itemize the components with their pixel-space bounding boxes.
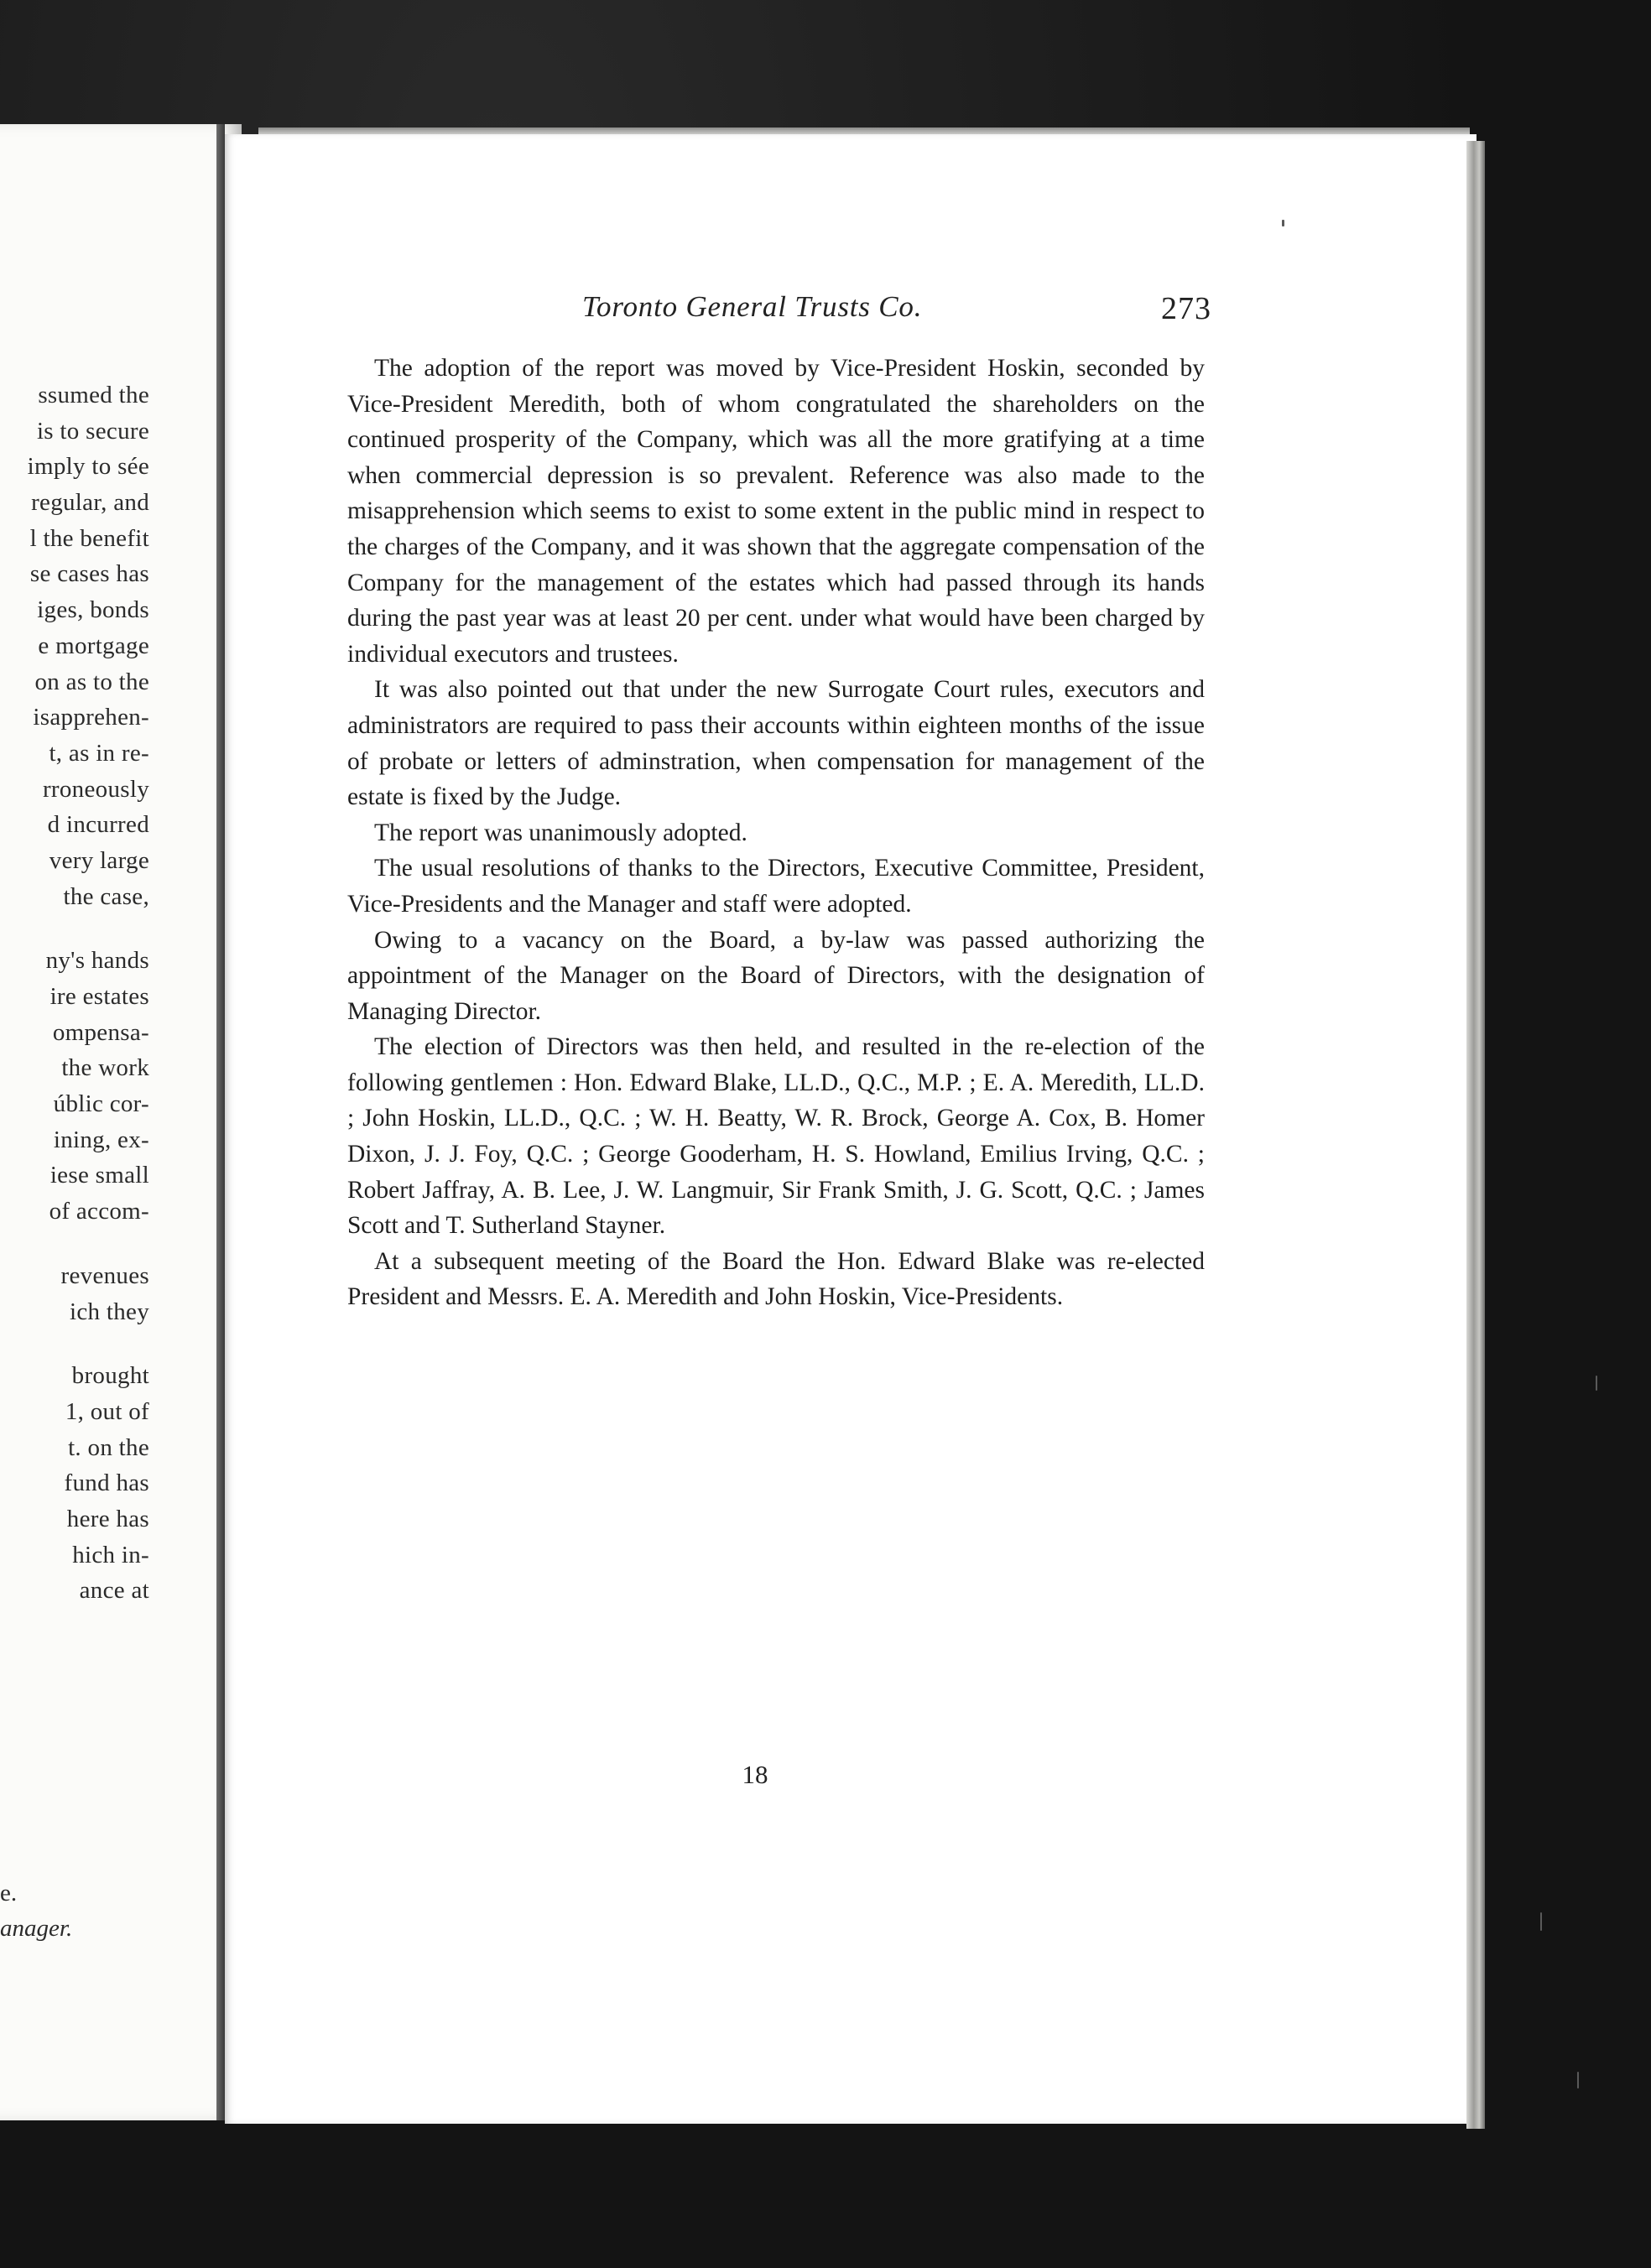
signature-mark: 18 — [742, 1760, 768, 1789]
left-page-line: úblic cor- — [53, 1090, 149, 1118]
scan-speck — [1596, 1376, 1597, 1391]
paragraph: At a subsequent meeting of the Board the Hon. Edward Blake was re-elected President and Messrs. E. A. Meredith and John Hoskin, Vice-Presidents. — [347, 1247, 1205, 1311]
paragraph: Owing to a vacancy on the Board, a by-law was passed authorizing the appointment of the Manager on the Board of Directors, with the designation of Managing Director. — [347, 926, 1205, 1025]
left-page-line: t, as in re- — [49, 739, 149, 767]
paragraph: The adoption of the report was moved by Vice-President Hoskin, seconded by Vice-President Meredith, both of whom congratulated the shareholders on the continued prosperity of the Company, which was all the more gratifying at a time when commercial depression is so prevalent. Reference was also made to the misapprehension which seems to exist to some extent in the public mind in respect to the charges of the Company, and it was shown that the aggregate compensation of the Company for the management of the estates which had passed through its hands during the past year was at least 20 per cent. under what would have been charged by individual executors and trustees. — [347, 355, 1205, 668]
left-page-text — [0, 377, 149, 1609]
left-page-line: l the benefit — [29, 524, 149, 552]
body-text — [347, 351, 1205, 1315]
paragraph: The report was unanimously adopted. — [374, 819, 747, 846]
left-page-line: ssumed the — [38, 382, 149, 408]
left-page-line: of accom- — [49, 1198, 149, 1225]
scan-speck — [1282, 220, 1284, 226]
page-stack-edge — [1466, 141, 1485, 2129]
left-page-line: ompensa- — [52, 1018, 149, 1046]
left-page-line: regular, and — [31, 489, 149, 517]
left-page-line: rroneously — [42, 775, 149, 803]
left-footer-signoff: anager. — [0, 1915, 73, 1942]
paragraph: The election of Directors was then held, and resulted in the re-election of the following gentlemen : Hon. Edward Blake, LL.D., Q.C., M.P. ; E. A. Meredith, LL.D. ; John Hoskin, LL.D., Q.C. ; W. H. Beatty, W. R. Brock, George A. Cox, B. Homer Dixon, J. J. Foy, Q.C. ; George Gooderham, H. S. Howland, Emilius Irving, Q.C. ; Robert Jaffray, A. B. Lee, J. W. Langmuir, Sir Frank Smith, J. G. Scott, Q.C. ; James Scott and T. Sutherland Stayner. — [347, 1033, 1205, 1240]
left-page-line: ny's hands — [45, 947, 149, 975]
book-gutter — [216, 124, 225, 2120]
left-page-line: ining, ex- — [53, 1126, 149, 1153]
left-page-line: here has — [66, 1505, 149, 1532]
left-page-line: ich they — [69, 1298, 149, 1325]
left-page-line — [0, 914, 149, 943]
left-footer-line: e. — [0, 1880, 18, 1906]
left-page-line: ance at — [79, 1577, 149, 1605]
left-page-line: hich in- — [72, 1541, 149, 1568]
left-page-line: the case, — [63, 882, 149, 910]
paragraph: It was also pointed out that under the new Surrogate Court rules, executors and administrators are required to pass their accounts within eighteen months of the issue of probate or letters of adminstration, when compensation for management of the estate is fixed by the Judge. — [347, 676, 1205, 811]
left-page-line: iese small — [49, 1162, 149, 1189]
left-page-footer — [0, 1875, 72, 1946]
left-page-line — [0, 1329, 149, 1358]
left-page-line: very large — [49, 846, 149, 874]
left-page-line: brought — [71, 1362, 149, 1390]
left-page-line: revenues — [60, 1261, 149, 1289]
paragraph: The usual resolutions of thanks to the Directors, Executive Committee, President, Vice-Presidents and the Manager and staff were adopted. — [347, 855, 1205, 918]
left-page-line: t. on the — [68, 1433, 149, 1461]
running-header — [582, 290, 1211, 332]
running-title: Toronto General Trusts Co. — [582, 290, 923, 323]
left-page-line: imply to sée — [27, 453, 149, 481]
left-page-line: the work — [61, 1054, 149, 1082]
left-page-line: se cases has — [29, 560, 149, 588]
left-page-line: on as to the — [34, 668, 149, 695]
left-page-line: fund has — [64, 1470, 149, 1497]
left-page-line: d incurred — [47, 811, 149, 839]
left-page-line: ire estates — [49, 983, 149, 1010]
left-page-line: is to secure — [36, 417, 149, 445]
scan-speck — [1577, 2072, 1579, 2089]
scan-speck — [1540, 1912, 1542, 1931]
left-facing-page — [0, 124, 242, 2120]
left-page-line: iges, bonds — [37, 596, 149, 624]
left-page-line: e mortgage — [38, 632, 149, 659]
left-page-line: isapprehen- — [33, 704, 149, 731]
page-number: 273 — [1161, 291, 1211, 326]
left-page-line — [0, 1230, 149, 1258]
left-page-line: 1, out of — [65, 1397, 149, 1425]
